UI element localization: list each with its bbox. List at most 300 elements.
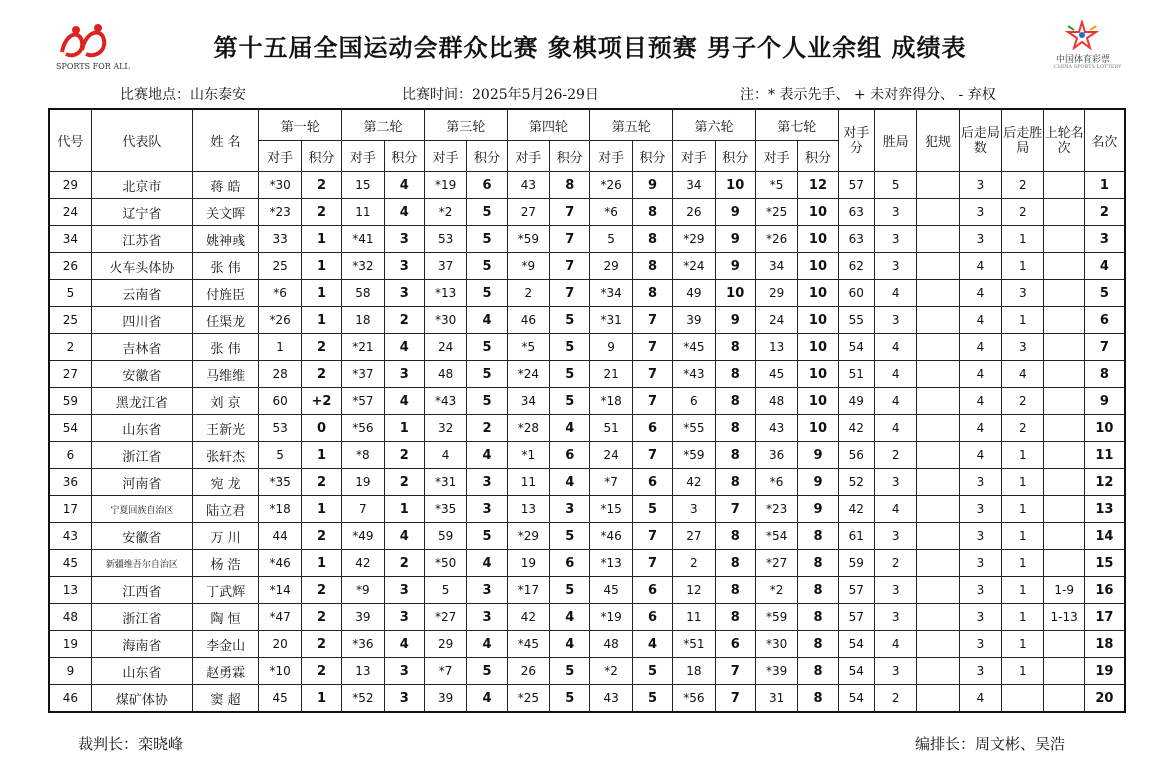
- cell-round-2-opponent: *9: [342, 577, 384, 604]
- cell-round-1-opponent: 25: [259, 253, 301, 280]
- cell-round-7-score: 8: [798, 685, 838, 713]
- cell-round-3-opponent: 29: [424, 631, 466, 658]
- cell-round-5-opponent: *6: [590, 199, 632, 226]
- cell-fouls: [917, 172, 959, 199]
- cell-fouls: [917, 307, 959, 334]
- cell-round-2-score: 4: [384, 172, 424, 199]
- cell-round-2-score: 4: [384, 199, 424, 226]
- cell-second-count: 3: [959, 631, 1001, 658]
- cell-round-3-opponent: *43: [424, 388, 466, 415]
- cell-wins: 3: [874, 523, 916, 550]
- cell-round-5-score: 8: [632, 253, 672, 280]
- cell-prev-rank: [1044, 685, 1084, 713]
- cell-rank: 7: [1084, 334, 1125, 361]
- header-round-7-score: 积分: [798, 141, 838, 172]
- cell-round-3-score: 5: [467, 280, 507, 307]
- cell-team: 海南省: [91, 631, 192, 658]
- cell-second-count: 3: [959, 577, 1001, 604]
- cell-name: 任渠龙: [192, 307, 259, 334]
- cell-round-7-opponent: *39: [755, 658, 797, 685]
- cell-second-count: 4: [959, 253, 1001, 280]
- cell-round-1-score: 1: [301, 307, 341, 334]
- cell-wins: 4: [874, 280, 916, 307]
- cell-name: 王新光: [192, 415, 259, 442]
- cell-round-4-score: 5: [550, 361, 590, 388]
- cell-round-1-score: 2: [301, 523, 341, 550]
- cell-second-count: 3: [959, 523, 1001, 550]
- cell-name: 陆立君: [192, 496, 259, 523]
- cell-name: 姚神彧: [192, 226, 259, 253]
- cell-prev-rank: [1044, 415, 1084, 442]
- header-round-2-opponent: 对手: [342, 141, 384, 172]
- cell-round-2-score: 3: [384, 253, 424, 280]
- cell-round-5-score: 5: [632, 685, 672, 713]
- cell-name: 窦 超: [192, 685, 259, 713]
- cell-round-6-score: 8: [715, 415, 755, 442]
- cell-name: 李金山: [192, 631, 259, 658]
- cell-team: 安徽省: [91, 523, 192, 550]
- cell-round-5-opponent: *7: [590, 469, 632, 496]
- cell-round-3-score: 4: [467, 685, 507, 713]
- cell-round-3-opponent: *7: [424, 658, 466, 685]
- cell-round-6-opponent: *43: [673, 361, 715, 388]
- header-round-6: 第六轮: [673, 109, 756, 141]
- cell-round-4-score: 7: [550, 226, 590, 253]
- cell-prev-rank: [1044, 388, 1084, 415]
- cell-round-7-score: 9: [798, 496, 838, 523]
- cell-round-7-opponent: *26: [755, 226, 797, 253]
- cell-round-7-opponent: 45: [755, 361, 797, 388]
- table-row: [49, 226, 1125, 253]
- cell-round-4-opponent: 11: [507, 469, 549, 496]
- cell-round-4-opponent: 26: [507, 658, 549, 685]
- cell-round-6-opponent: 3: [673, 496, 715, 523]
- cell-round-7-score: 10: [798, 199, 838, 226]
- cell-round-4-opponent: *45: [507, 631, 549, 658]
- cell-round-4-opponent: 43: [507, 172, 549, 199]
- cell-round-3-score: 5: [467, 226, 507, 253]
- cell-round-6-opponent: *59: [673, 442, 715, 469]
- cell-round-5-score: 7: [632, 550, 672, 577]
- cell-round-7-opponent: 34: [755, 253, 797, 280]
- cell-round-1-score: 2: [301, 604, 341, 631]
- cell-second-wins: 1: [1002, 469, 1044, 496]
- cell-round-2-score: 2: [384, 307, 424, 334]
- cell-wins: 3: [874, 469, 916, 496]
- cell-prev-rank: [1044, 334, 1084, 361]
- cell-round-6-opponent: *51: [673, 631, 715, 658]
- cell-round-2-opponent: *56: [342, 415, 384, 442]
- cell-rank: 11: [1084, 442, 1125, 469]
- cell-round-1-opponent: *6: [259, 280, 301, 307]
- cell-round-7-score: 10: [798, 226, 838, 253]
- cell-round-7-opponent: 13: [755, 334, 797, 361]
- header-round-6-score: 积分: [715, 141, 755, 172]
- cell-round-1-opponent: 53: [259, 415, 301, 442]
- cell-round-5-score: 6: [632, 469, 672, 496]
- cell-name: 刘 京: [192, 388, 259, 415]
- cell-round-2-score: 4: [384, 523, 424, 550]
- cell-round-7-opponent: *59: [755, 604, 797, 631]
- cell-round-1-score: 1: [301, 226, 341, 253]
- cell-rank: 15: [1084, 550, 1125, 577]
- cell-code: 9: [49, 658, 91, 685]
- cell-team: 四川省: [91, 307, 192, 334]
- cell-opp-points: 61: [838, 523, 874, 550]
- cell-name: 丁武辉: [192, 577, 259, 604]
- cell-round-2-opponent: 15: [342, 172, 384, 199]
- cell-round-3-score: 5: [467, 253, 507, 280]
- cell-second-wins: 2: [1002, 415, 1044, 442]
- cell-round-4-opponent: *9: [507, 253, 549, 280]
- cell-round-6-score: 7: [715, 496, 755, 523]
- cell-round-7-score: 10: [798, 253, 838, 280]
- header-second-wins: 后走胜局: [1002, 109, 1044, 172]
- cell-round-6-score: 8: [715, 577, 755, 604]
- cell-round-6-opponent: 6: [673, 388, 715, 415]
- cell-round-2-opponent: *52: [342, 685, 384, 713]
- cell-round-5-score: 7: [632, 523, 672, 550]
- cell-wins: 5: [874, 172, 916, 199]
- cell-round-2-score: 4: [384, 334, 424, 361]
- cell-second-wins: 1: [1002, 523, 1044, 550]
- header-round-2-score: 积分: [384, 141, 424, 172]
- cell-round-3-score: 3: [467, 469, 507, 496]
- header-round-5-score: 积分: [632, 141, 672, 172]
- logo-left-tag: SPORTS FOR ALL: [56, 62, 130, 71]
- header-round-4: 第四轮: [507, 109, 590, 141]
- cell-round-4-opponent: *29: [507, 523, 549, 550]
- table-row: [49, 172, 1125, 199]
- cell-round-3-score: 2: [467, 415, 507, 442]
- header-opp-points: 对手分: [838, 109, 874, 172]
- cell-round-5-score: 7: [632, 307, 672, 334]
- cell-round-7-score: 9: [798, 442, 838, 469]
- cell-round-6-score: 7: [715, 658, 755, 685]
- cell-round-6-score: 9: [715, 307, 755, 334]
- cell-round-5-score: 7: [632, 442, 672, 469]
- cell-wins: 2: [874, 442, 916, 469]
- cell-name: 马维维: [192, 361, 259, 388]
- cell-round-7-score: 8: [798, 604, 838, 631]
- cell-round-2-score: 3: [384, 604, 424, 631]
- header-fouls: 犯规: [917, 109, 959, 172]
- cell-rank: 13: [1084, 496, 1125, 523]
- cell-round-5-score: 7: [632, 361, 672, 388]
- cell-round-1-score: 0: [301, 415, 341, 442]
- cell-code: 46: [49, 685, 91, 713]
- cell-round-1-score: 2: [301, 172, 341, 199]
- cell-opp-points: 55: [838, 307, 874, 334]
- table-row: [49, 469, 1125, 496]
- cell-second-count: 4: [959, 307, 1001, 334]
- cell-round-3-opponent: 59: [424, 523, 466, 550]
- cell-round-6-score: 8: [715, 469, 755, 496]
- cell-wins: 3: [874, 253, 916, 280]
- cell-round-1-score: 1: [301, 496, 341, 523]
- cell-round-5-score: 8: [632, 199, 672, 226]
- cell-second-wins: 1: [1002, 496, 1044, 523]
- cell-round-1-opponent: *14: [259, 577, 301, 604]
- cell-wins: 2: [874, 685, 916, 713]
- table-row: [49, 415, 1125, 442]
- cell-opp-points: 42: [838, 415, 874, 442]
- chief-referee: 裁判长：栾晓峰: [78, 735, 184, 753]
- cell-round-6-opponent: *29: [673, 226, 715, 253]
- cell-round-7-score: 10: [798, 280, 838, 307]
- cell-opp-points: 54: [838, 658, 874, 685]
- cell-round-1-score: 2: [301, 658, 341, 685]
- cell-round-3-opponent: 37: [424, 253, 466, 280]
- cell-round-5-score: 9: [632, 172, 672, 199]
- cell-second-count: 3: [959, 658, 1001, 685]
- cell-team: 黑龙江省: [91, 388, 192, 415]
- cell-rank: 20: [1084, 685, 1125, 713]
- cell-second-count: 4: [959, 685, 1001, 713]
- cell-round-5-opponent: 21: [590, 361, 632, 388]
- cell-name: 杨 浩: [192, 550, 259, 577]
- cell-round-5-opponent: 9: [590, 334, 632, 361]
- table-row: [49, 361, 1125, 388]
- cell-round-3-score: 3: [467, 496, 507, 523]
- cell-round-5-opponent: *26: [590, 172, 632, 199]
- cell-round-5-score: 6: [632, 577, 672, 604]
- cell-round-3-opponent: *31: [424, 469, 466, 496]
- cell-round-4-opponent: 27: [507, 199, 549, 226]
- cell-round-5-score: 7: [632, 334, 672, 361]
- cell-round-1-score: 1: [301, 550, 341, 577]
- cell-round-3-score: 6: [467, 172, 507, 199]
- cell-second-wins: [1002, 685, 1044, 713]
- cell-code: 54: [49, 415, 91, 442]
- cell-round-6-opponent: *45: [673, 334, 715, 361]
- cell-team: 山东省: [91, 415, 192, 442]
- cell-round-3-score: 3: [467, 577, 507, 604]
- cell-round-7-score: 8: [798, 631, 838, 658]
- cell-round-3-score: 4: [467, 307, 507, 334]
- cell-round-3-opponent: *19: [424, 172, 466, 199]
- cell-name: 关文晖: [192, 199, 259, 226]
- cell-team: 云南省: [91, 280, 192, 307]
- cell-prev-rank: [1044, 469, 1084, 496]
- cell-round-2-opponent: *32: [342, 253, 384, 280]
- cell-round-4-score: 5: [550, 685, 590, 713]
- cell-round-5-opponent: *15: [590, 496, 632, 523]
- cell-fouls: [917, 496, 959, 523]
- cell-round-5-score: 5: [632, 496, 672, 523]
- cell-round-1-score: 2: [301, 469, 341, 496]
- cell-prev-rank: [1044, 172, 1084, 199]
- cell-rank: 10: [1084, 415, 1125, 442]
- cell-prev-rank: 1-13: [1044, 604, 1084, 631]
- cell-round-7-score: 8: [798, 658, 838, 685]
- header-round-3-opponent: 对手: [424, 141, 466, 172]
- cell-round-1-score: 2: [301, 361, 341, 388]
- cell-round-2-score: 2: [384, 550, 424, 577]
- cell-name: 赵勇霖: [192, 658, 259, 685]
- cell-second-wins: 1: [1002, 226, 1044, 253]
- cell-round-6-opponent: 26: [673, 199, 715, 226]
- cell-round-1-opponent: *35: [259, 469, 301, 496]
- cell-round-6-opponent: 34: [673, 172, 715, 199]
- cell-prev-rank: [1044, 226, 1084, 253]
- cell-team: 浙江省: [91, 442, 192, 469]
- cell-round-7-score: 8: [798, 523, 838, 550]
- cell-round-3-opponent: *50: [424, 550, 466, 577]
- cell-prev-rank: [1044, 523, 1084, 550]
- header-row-top: [49, 109, 1125, 141]
- cell-wins: 3: [874, 307, 916, 334]
- cell-round-3-opponent: 5: [424, 577, 466, 604]
- results-table-container: [48, 108, 1126, 713]
- cell-round-6-score: 7: [715, 685, 755, 713]
- cell-rank: 8: [1084, 361, 1125, 388]
- cell-opp-points: 63: [838, 226, 874, 253]
- cell-round-3-opponent: 32: [424, 415, 466, 442]
- cell-round-4-score: 5: [550, 307, 590, 334]
- cell-rank: 5: [1084, 280, 1125, 307]
- cell-round-6-opponent: *55: [673, 415, 715, 442]
- cell-round-5-opponent: *2: [590, 658, 632, 685]
- cell-fouls: [917, 577, 959, 604]
- cell-wins: 4: [874, 361, 916, 388]
- cell-round-7-opponent: 31: [755, 685, 797, 713]
- cell-code: 13: [49, 577, 91, 604]
- cell-fouls: [917, 685, 959, 713]
- cell-second-wins: 1: [1002, 604, 1044, 631]
- legend-note: 注：* 表示先手、 + 未对弈得分、 - 弃权: [740, 87, 996, 103]
- cell-round-5-opponent: 51: [590, 415, 632, 442]
- cell-round-2-score: 1: [384, 496, 424, 523]
- cell-wins: 4: [874, 631, 916, 658]
- cell-round-6-score: 8: [715, 604, 755, 631]
- cell-round-2-score: 3: [384, 280, 424, 307]
- cell-wins: 4: [874, 388, 916, 415]
- cell-round-5-opponent: *34: [590, 280, 632, 307]
- cell-opp-points: 51: [838, 361, 874, 388]
- table-row: [49, 658, 1125, 685]
- cell-round-2-opponent: 58: [342, 280, 384, 307]
- cell-round-4-opponent: *1: [507, 442, 549, 469]
- cell-code: 27: [49, 361, 91, 388]
- cell-opp-points: 62: [838, 253, 874, 280]
- cell-code: 36: [49, 469, 91, 496]
- cell-round-1-score: 1: [301, 253, 341, 280]
- cell-round-6-score: 9: [715, 199, 755, 226]
- cell-round-4-score: 6: [550, 550, 590, 577]
- cell-rank: 18: [1084, 631, 1125, 658]
- cell-round-1-score: 1: [301, 442, 341, 469]
- cell-team: 江苏省: [91, 226, 192, 253]
- cell-round-6-opponent: 11: [673, 604, 715, 631]
- cell-round-3-opponent: *30: [424, 307, 466, 334]
- page-title: 第十五届全国运动会群众比赛 象棋项目预赛 男子个人业余组 成绩表: [213, 33, 967, 62]
- cell-round-5-score: 8: [632, 226, 672, 253]
- cell-round-7-opponent: *30: [755, 631, 797, 658]
- cell-fouls: [917, 550, 959, 577]
- cell-round-4-opponent: *28: [507, 415, 549, 442]
- cell-round-5-opponent: 45: [590, 577, 632, 604]
- time-info: 比赛时间：2025年5月26-29日: [402, 87, 599, 103]
- header-round-5-opponent: 对手: [590, 141, 632, 172]
- cell-round-7-score: 12: [798, 172, 838, 199]
- cell-opp-points: 42: [838, 496, 874, 523]
- cell-prev-rank: [1044, 361, 1084, 388]
- cell-round-3-opponent: 4: [424, 442, 466, 469]
- header-round-2: 第二轮: [342, 109, 425, 141]
- cell-round-7-opponent: *6: [755, 469, 797, 496]
- cell-code: 19: [49, 631, 91, 658]
- cell-round-7-score: 8: [798, 550, 838, 577]
- cell-round-1-opponent: *23: [259, 199, 301, 226]
- cell-round-3-opponent: *27: [424, 604, 466, 631]
- cell-round-6-score: 9: [715, 226, 755, 253]
- cell-round-5-score: 6: [632, 415, 672, 442]
- table-row: [49, 496, 1125, 523]
- cell-rank: 12: [1084, 469, 1125, 496]
- header-round-1-opponent: 对手: [259, 141, 301, 172]
- table-row: [49, 523, 1125, 550]
- cell-opp-points: 57: [838, 172, 874, 199]
- cell-round-2-score: 3: [384, 685, 424, 713]
- cell-round-6-opponent: 12: [673, 577, 715, 604]
- cell-rank: 4: [1084, 253, 1125, 280]
- table-row: [49, 199, 1125, 226]
- cell-prev-rank: [1044, 442, 1084, 469]
- cell-round-4-score: 4: [550, 469, 590, 496]
- cell-second-wins: 4: [1002, 361, 1044, 388]
- cell-round-6-opponent: *24: [673, 253, 715, 280]
- header-round-1-score: 积分: [301, 141, 341, 172]
- cell-round-7-opponent: *5: [755, 172, 797, 199]
- cell-round-1-opponent: *10: [259, 658, 301, 685]
- cell-round-7-score: 10: [798, 415, 838, 442]
- cell-round-5-opponent: 5: [590, 226, 632, 253]
- page-header: [0, 0, 1153, 80]
- cell-round-2-opponent: 19: [342, 469, 384, 496]
- cell-round-1-opponent: *30: [259, 172, 301, 199]
- cell-team: 河南省: [91, 469, 192, 496]
- cell-round-4-score: 7: [550, 199, 590, 226]
- cell-round-4-opponent: *25: [507, 685, 549, 713]
- cell-round-5-opponent: *31: [590, 307, 632, 334]
- cell-round-5-score: 7: [632, 388, 672, 415]
- cell-second-count: 4: [959, 415, 1001, 442]
- cell-round-4-opponent: 46: [507, 307, 549, 334]
- cell-second-count: 3: [959, 469, 1001, 496]
- cell-code: 17: [49, 496, 91, 523]
- table-row: [49, 253, 1125, 280]
- cell-round-2-opponent: 18: [342, 307, 384, 334]
- cell-round-4-opponent: 34: [507, 388, 549, 415]
- cell-name: 陶 恒: [192, 604, 259, 631]
- cell-fouls: [917, 442, 959, 469]
- cell-round-1-opponent: 1: [259, 334, 301, 361]
- cell-opp-points: 63: [838, 199, 874, 226]
- cell-opp-points: 54: [838, 685, 874, 713]
- header-round-7-opponent: 对手: [755, 141, 797, 172]
- cell-round-2-opponent: *37: [342, 361, 384, 388]
- cell-round-5-score: 8: [632, 280, 672, 307]
- cell-round-4-score: 6: [550, 442, 590, 469]
- cell-round-5-opponent: 48: [590, 631, 632, 658]
- cell-round-4-score: 7: [550, 253, 590, 280]
- cell-wins: 4: [874, 334, 916, 361]
- cell-round-1-score: 2: [301, 577, 341, 604]
- cell-round-3-opponent: 24: [424, 334, 466, 361]
- header-round-4-score: 积分: [550, 141, 590, 172]
- cell-round-1-opponent: 28: [259, 361, 301, 388]
